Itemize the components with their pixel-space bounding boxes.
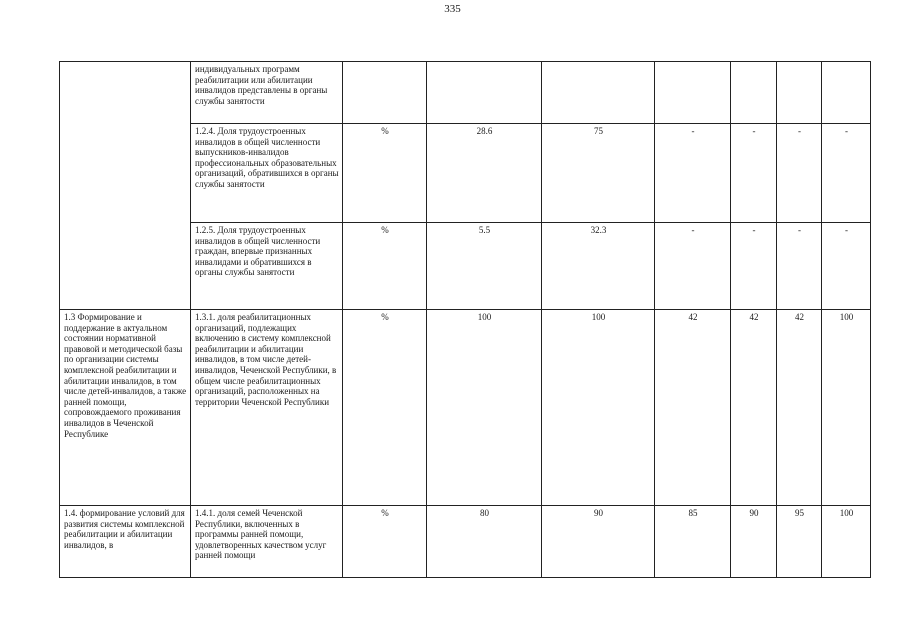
- value-cell: 42: [731, 310, 777, 506]
- task-cell: 1.3 Формирование и поддержание в актуальном состоянии нормативной правовой и методической базы по организации системы комплексной реабилитации и абилитации инвалидов, в том числе детей-инвалидов, а также ранней помощи, сопровождаемого проживания инвалидов в Чеченской Республике: [60, 310, 191, 506]
- indicator-cell: 1.3.1. доля реабилитационных организаций, подлежащих включению в систему комплексной реабилитации и абилитации инвалидов, в том числе детей-инвалидов, Чеченской Республики, в общем числе реабилитационных организаций, расположенных на территории Чеченской Республики: [191, 310, 343, 506]
- indicators-table: [59, 61, 871, 578]
- unit-cell: %: [343, 310, 427, 506]
- value-cell: 42: [655, 310, 731, 506]
- value-cell: [731, 62, 777, 124]
- unit-cell: [343, 62, 427, 124]
- value-cell: -: [777, 124, 822, 223]
- unit-cell: %: [343, 223, 427, 310]
- value-cell: 32.3: [542, 223, 655, 310]
- value-cell: -: [731, 223, 777, 310]
- value-cell: 5.5: [427, 223, 542, 310]
- task-cell: 1.4. формирование условий для развития системы комплексной реабилитации и абилитации инвалидов, в: [60, 506, 191, 578]
- unit-cell: %: [343, 124, 427, 223]
- value-cell: 75: [542, 124, 655, 223]
- value-cell: 42: [777, 310, 822, 506]
- indicator-cell: 1.4.1. доля семей Чеченской Республики, включенных в программы ранней помощи, удовлетворенных качеством услуг ранней помощи: [191, 506, 343, 578]
- value-cell: [655, 62, 731, 124]
- value-cell: -: [822, 223, 871, 310]
- value-cell: -: [655, 124, 731, 223]
- value-cell: 100: [542, 310, 655, 506]
- value-cell: [427, 62, 542, 124]
- value-cell: 80: [427, 506, 542, 578]
- indicator-cell: 1.2.5. Доля трудоустроенных инвалидов в общей численности граждан, впервые признанных инвалидами и обратившихся в органы службы занятости: [191, 223, 343, 310]
- value-cell: 85: [655, 506, 731, 578]
- table-row: [60, 310, 871, 506]
- table-row: [60, 62, 871, 124]
- value-cell: 90: [731, 506, 777, 578]
- value-cell: -: [731, 124, 777, 223]
- value-cell: [777, 62, 822, 124]
- page-number: 335: [444, 3, 461, 15]
- unit-cell: %: [343, 506, 427, 578]
- value-cell: 28.6: [427, 124, 542, 223]
- value-cell: -: [777, 223, 822, 310]
- value-cell: 100: [427, 310, 542, 506]
- value-cell: [822, 62, 871, 124]
- value-cell: 90: [542, 506, 655, 578]
- task-cell: [60, 62, 191, 310]
- indicator-cell: 1.2.4. Доля трудоустроенных инвалидов в общей численности выпускников-инвалидов профессиональных образовательных организаций, обратившихся в органы службы занятости: [191, 124, 343, 223]
- value-cell: -: [822, 124, 871, 223]
- value-cell: 100: [822, 506, 871, 578]
- value-cell: -: [655, 223, 731, 310]
- value-cell: 95: [777, 506, 822, 578]
- table-row: [60, 506, 871, 578]
- indicator-cell: индивидуальных программ реабилитации или абилитации инвалидов представлены в органы службы занятости: [191, 62, 343, 124]
- value-cell: 100: [822, 310, 871, 506]
- value-cell: [542, 62, 655, 124]
